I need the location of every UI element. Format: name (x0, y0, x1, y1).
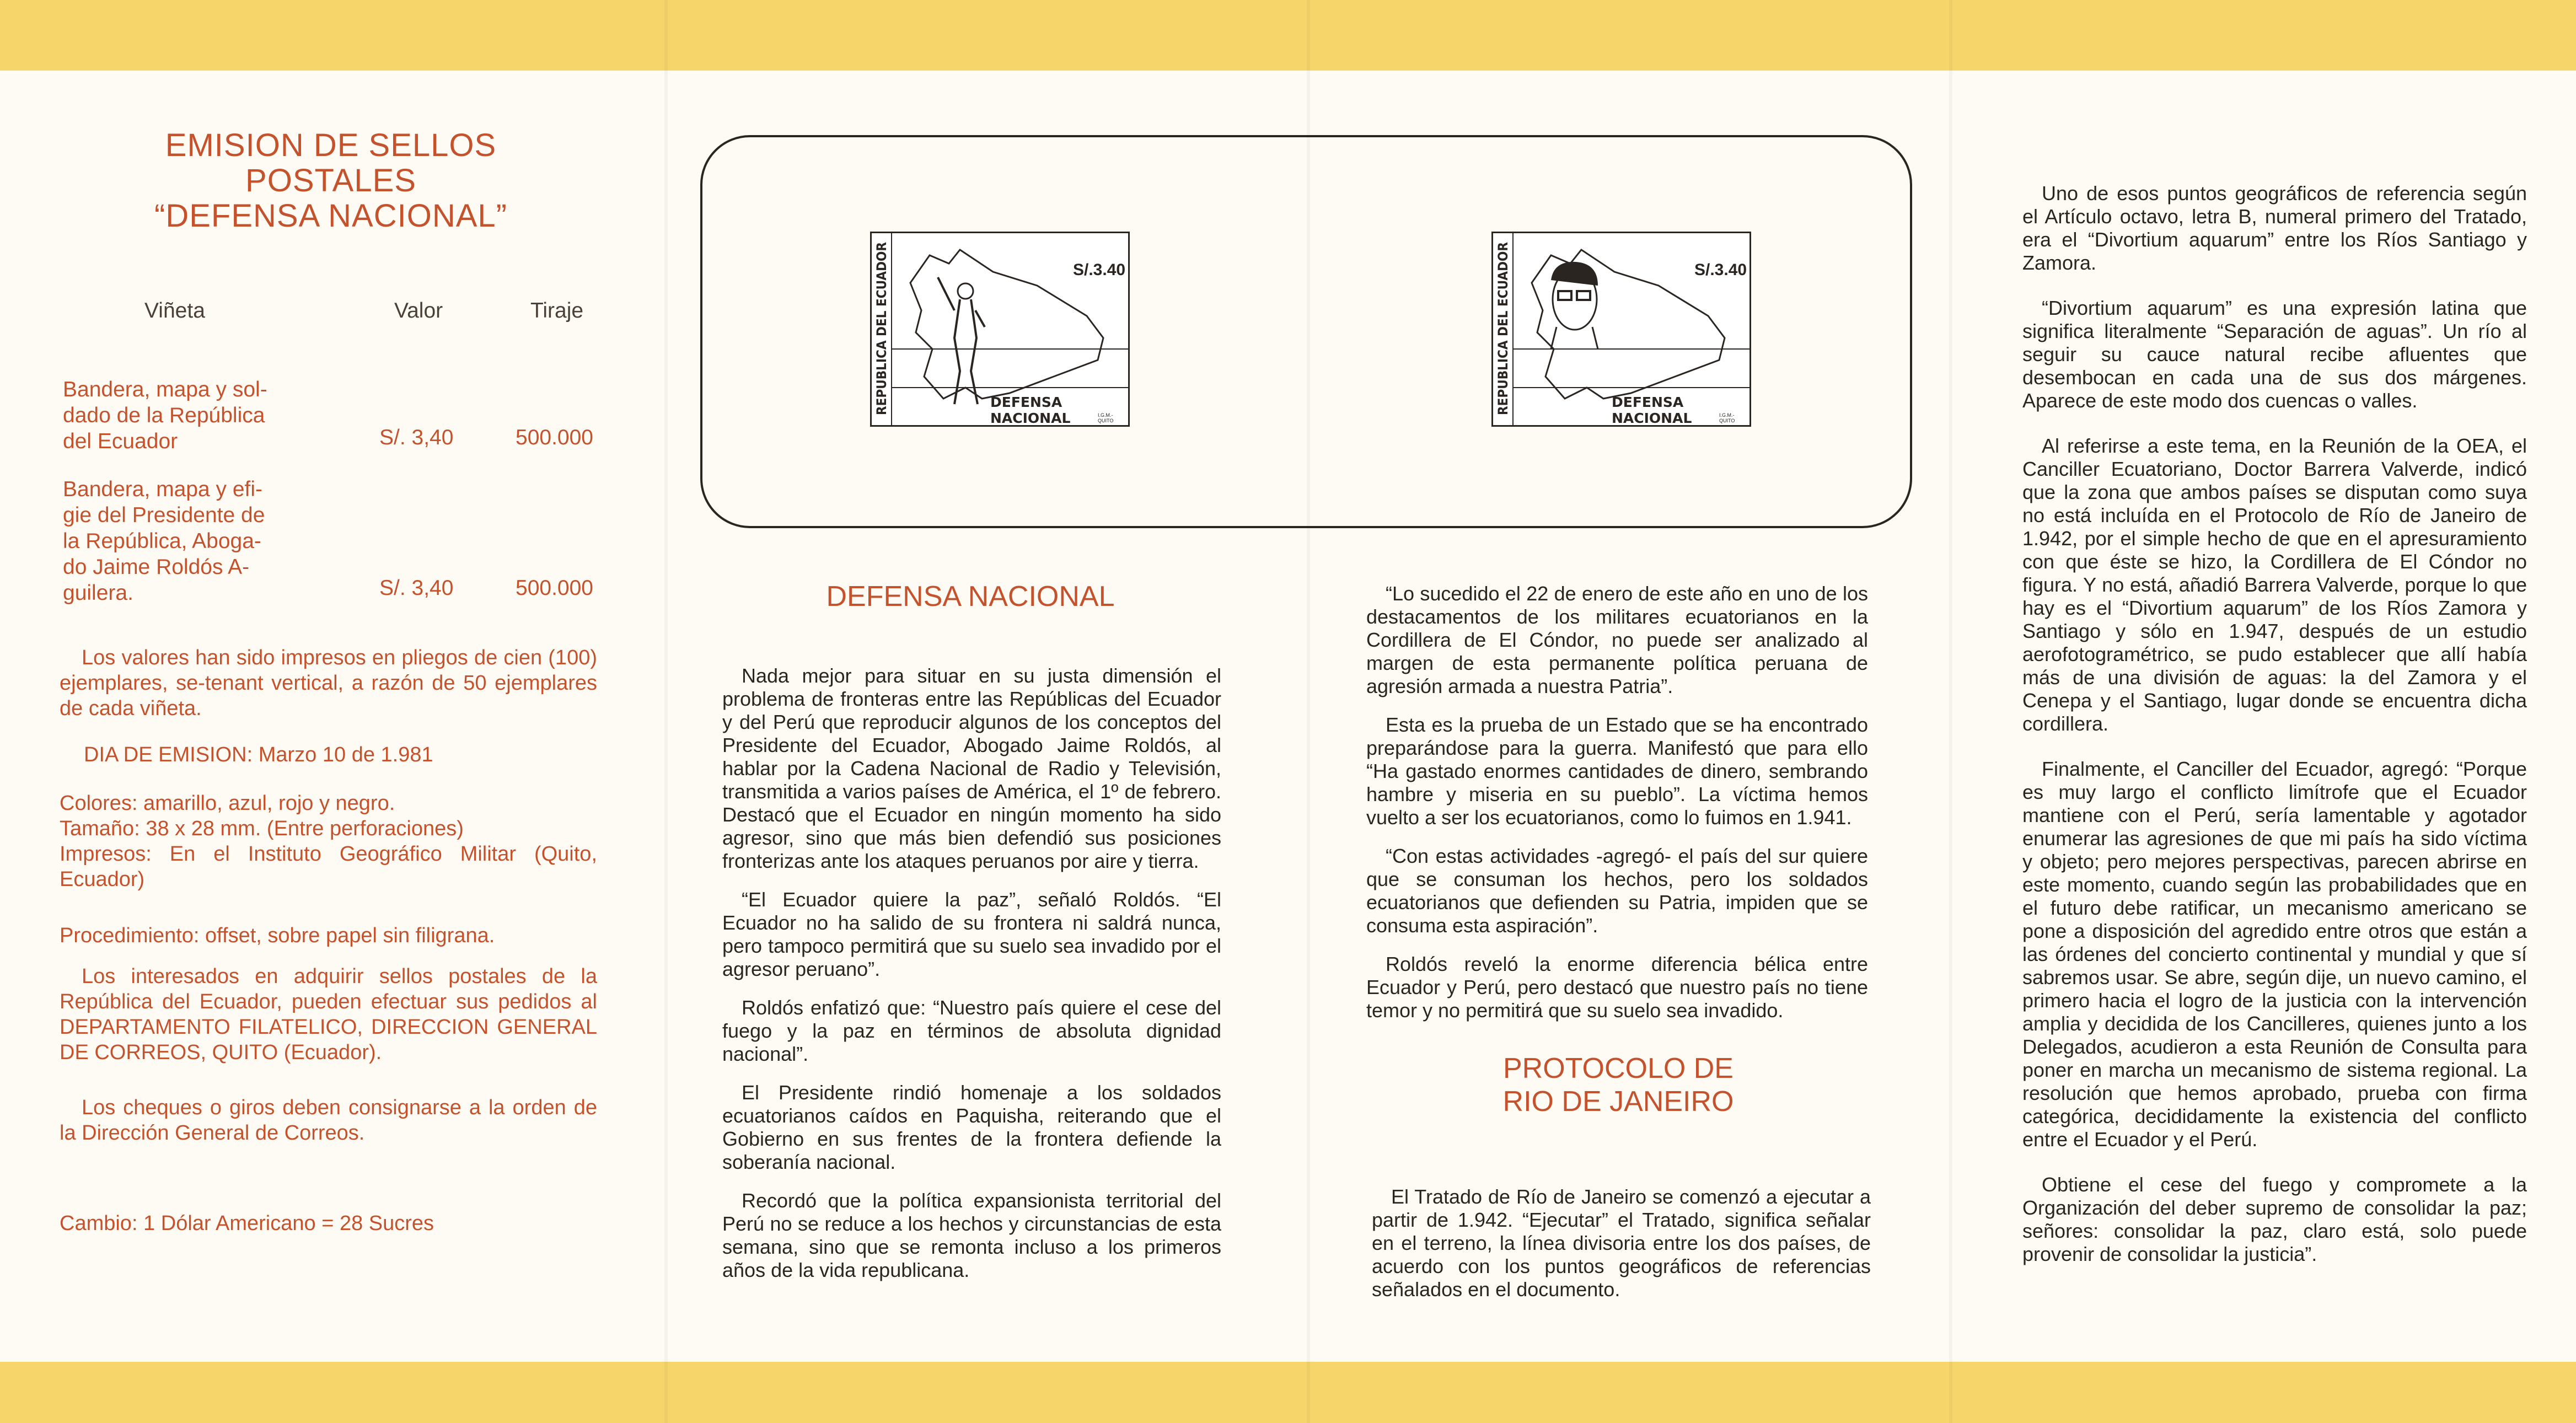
stamp-country: REPUBLICA DEL ECUADOR (874, 241, 889, 415)
paragraph: Finalmente, el Canciller del Ecuador, agregó: “Porque es muy largo el conflicto limítrofe que el Ecuador mantiene con el Perú, sería lamentable y agotador enumerar las agresiones de que mi país ha sido víctima y objeto; pero mejores perspectivas, parecen abrirse en este momento, cuando según las probabilidades que en el futuro debe ratificar, un mecanismo americano se pone a disposición del agredido entre otros que están a las órdenes del concierto continental y mundial y que sí sabremos usar. Se abre, según dije, un nuevo camino, el primero hacia el logro de la justicia con la intervención amplia y decidida de los Cancilleres, quienes junto a los Delegados, acudieron a esta Reunión de Consulta para poner en marcha un mecanismo de sistema regional. La resolución que hemos aprobado, prueba con firma categórica, decididamente la existencia del conflicto entre el Ecuador y el Perú. (2022, 758, 2527, 1151)
title-line: RIO DE JANEIRO (1502, 1086, 1734, 1118)
row-line: guilera. (63, 581, 133, 605)
protocolo-title (1367, 1052, 1869, 1118)
paragraph: “Divortium aquarum” es una expresión latina que significa literalmente “Separación de aguas”. Un río al seguir su cauce natural recibe afluentes que desembocan en cada una de sus dos márgenes. Aparece de este modo dos cuencas o valles. (2022, 297, 2527, 412)
defensa-title: DEFENSA NACIONAL (826, 581, 1115, 613)
panel3-text (1366, 582, 1868, 1038)
title-line: PROTOCOLO DE (1502, 1053, 1734, 1084)
bottom-yellow-band (0, 1362, 2576, 1423)
row-line: do Jaime Roldós A- (63, 555, 250, 579)
paragraph: Nada mejor para situar en su justa dimensión el problema de fronteras entre las Repúblicas del Ecuador y del Perú que reproducir algunos de los conceptos del Presidente del Ecuador, Abogado Jaime Roldós, al hablar por la Cadena Nacional de Radio y Televisión, transmitida a varios países de América, el 1º de febrero. Destacó que el Ecuador en ningún momento ha sido agresor, sino que más bien defendió sus posiciones fronterizas ante los ataques peruanos por aire y tierra. (722, 664, 1221, 872)
colores: Colores: amarillo, azul, rojo y negro. (60, 792, 395, 815)
cambio: Cambio: 1 Dólar Americano = 28 Sucres (60, 1212, 434, 1235)
row-line: dado de la República (63, 404, 265, 427)
row-line: gie del Presidente de (63, 503, 265, 527)
valores-text: Los valores han sido impresos en pliegos de cien (100) ejemplares, se-tenant vertical, a razón de 50 ejemplares de cada viñeta. (60, 646, 597, 720)
row-line: del Ecuador (63, 429, 178, 453)
paragraph: “Lo sucedido el 22 de enero de este año en uno de los destacamentos de los militares ecuatorianos en la Cordillera de El Cóndor, no puede ser analizado al margen de esta permanente política peruana de agresión armada a nuestra Patria”. (1366, 582, 1868, 697)
paragraph: Al referirse a este tema, en la Reunión de la OEA, el Canciller Ecuatoriano, Doctor Barrera Valverde, indicó que la zona que ambos países se disputan como suya no está incluída en el Protocolo de Río de Janeiro de 1.942, por el simple hecho de que en el apresuramiento con que éste se hizo, la Cordillera de El Cóndor no figura. Y no está, añadió Barrera Valverde, porque lo que hay es el “Divortium aquarum” de los Ríos Zamora y Santiago y sólo en 1.947, después de un estudio aerofotogramétrico, se pudo establecer que allí había más de una división de aguas: la del Zamora y el Cenepa y el Santiago, lugar donde se encuentra dicha cordillera. (2022, 434, 2527, 735)
stamp-value: S/.3.40 (1073, 261, 1126, 279)
paragraph: Obtiene el cese del fuego y compromete a la Organización del deber supremo de consolidar la paz; señores: consolidar la paz, claro está, solo puede provenir de consolidar la justicia”. (2022, 1173, 2527, 1265)
stamp-country: REPUBLICA DEL ECUADOR (1495, 241, 1511, 415)
row-tiraje: 500.000 (516, 426, 593, 449)
paragraph: Roldós reveló la enorme diferencia bélica entre Ecuador y Perú, pero destacó que nuestro país no tiene temor y no permitirá que su suelo sea invadido. (1366, 953, 1868, 1022)
top-yellow-band (0, 0, 2576, 71)
row-valor: S/. 3,40 (379, 426, 454, 449)
row-line: la República, Aboga- (63, 529, 261, 553)
row-tiraje: 500.000 (516, 576, 593, 600)
stamp-soldier (870, 232, 1130, 427)
title-line: EMISION DE SELLOS (165, 127, 497, 163)
tamano: Tamaño: 38 x 28 mm. (Entre perforaciones) (60, 817, 464, 840)
header-tiraje: Tiraje (530, 299, 584, 323)
paragraph: El Presidente rindió homenaje a los soldados ecuatorianos caídos en Paquisha, reiterando que el Gobierno en sus frentes de la frontera defiende la soberanía nacional. (722, 1081, 1221, 1173)
panel2-text (722, 664, 1221, 1297)
paragraph: Roldós enfatizó que: “Nuestro país quiere el cese del fuego y la paz en términos de absoluta dignidad nacional”. (722, 996, 1221, 1065)
procedimiento: Procedimiento: offset, sobre papel sin filigrana. (60, 924, 495, 947)
paragraph: “Con estas actividades -agregó- el país del sur quiere que se consuman los hechos, pero los soldados ecuatorianos que defienden su Patria, impiden que se consuma esta aspiración”. (1366, 845, 1868, 937)
stamp-president (1491, 232, 1751, 427)
fold-line (1949, 0, 1952, 1423)
panel4-text (2022, 182, 2527, 1281)
row-line: Bandera, mapa y sol- (63, 378, 267, 401)
impresos: Impresos: En el Instituto Geográfico Militar (Quito, Ecuador) (60, 842, 597, 891)
row-description (63, 377, 267, 454)
cheques-text: Los cheques o giros deben consignarse a la orden de la Dirección General de Correos. (60, 1096, 597, 1145)
stamp-name: DEFENSA NACIONAL (990, 394, 1071, 426)
title-line: “DEFENSA NACIONAL” (154, 198, 507, 234)
row-line: Bandera, mapa y efi- (63, 477, 263, 501)
paragraph: Uno de esos puntos geográficos de referencia según el Artículo octavo, letra B, numeral primero del Tratado, era el “Divortium aquarum” entre los Ríos Santiago y Zamora. (2022, 182, 2527, 274)
paragraph: El Tratado de Río de Janeiro se comenzó a ejecutar a partir de 1.942. “Ejecutar” el Tratado, significa señalar en el terreno, la línea divisoria entre los dos países, de acuerdo con los puntos geográficos de referencias señalados en el documento. (1372, 1185, 1871, 1301)
dia-emision: DIA DE EMISION: Marzo 10 de 1.981 (84, 743, 433, 766)
paragraph: “El Ecuador quiere la paz”, señaló Roldós. “El Ecuador no ha salido de su frontera ni saldrá nunca, pero tampoco permitirá que su suelo sea invadido por el agresor peruano”. (722, 888, 1221, 980)
stamp-value: S/.3.40 (1694, 261, 1747, 279)
emission-title (83, 128, 579, 234)
protocolo-text (1372, 1185, 1871, 1317)
fold-line (664, 0, 668, 1423)
paragraph: Recordó que la política expansionista territorial del Perú no se reduce a los hechos y circunstancias de esta semana, sino que se remonta incluso a los primeros años de la vida republicana. (722, 1189, 1221, 1281)
panel1-details (60, 645, 597, 1252)
stamp-imprint: I.G.M.-QUITO (1098, 412, 1114, 423)
header-valor: Valor (394, 299, 443, 323)
stamp-imprint: I.G.M.-QUITO (1719, 412, 1735, 423)
interesados-text: Los interesados en adquirir sellos postales de la República del Ecuador, pueden efectuar sus pedidos al DEPARTAMENTO FILATELICO, DIRECCION GENERAL DE CORREOS, QUITO (Ecuador). (60, 965, 597, 1064)
stamp-name: DEFENSA NACIONAL (1612, 394, 1692, 426)
title-line: POSTALES (245, 163, 416, 198)
paragraph: Esta es la prueba de un Estado que se ha encontrado preparándose para la guerra. Manifestó que para ello “Ha gastado enormes cantidades de dinero, sembrando hambre y miseria en su pueblo”. La víctima hemos vuelto a ser los ecuatorianos, como lo fuimos en 1.941. (1366, 713, 1868, 829)
header-vineta: Viñeta (144, 299, 205, 323)
row-description (63, 476, 265, 606)
row-valor: S/. 3,40 (379, 576, 454, 600)
